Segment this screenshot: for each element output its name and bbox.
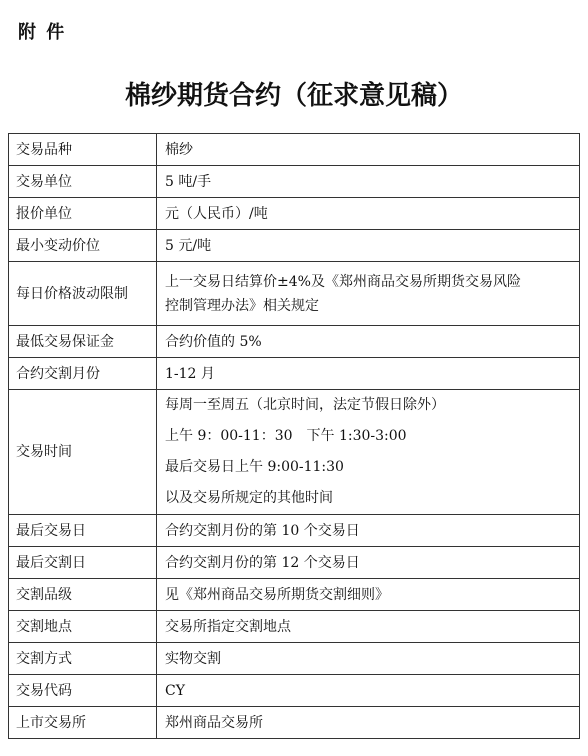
value-line: 合约价值的 5% [165,333,262,350]
row-value [157,198,580,230]
document-title: 棉纱期货合约（征求意见稿） [124,81,463,111]
row-value [157,390,580,515]
value-line: 5 吨/手 [165,173,212,190]
table-row [9,134,580,166]
value-line: 上午 9：00-11：30 下午 1:30-3:00 [165,428,407,444]
row-key: 交割方式 [9,643,157,675]
row-key: 最小变动价位 [9,230,157,262]
table-row [9,547,580,579]
row-key: 交易品种 [9,134,157,166]
value-line: 见《郑州商品交易所期货交割细则》 [165,586,389,603]
row-key: 最低交易保证金 [9,326,157,358]
row-key: 报价单位 [9,198,157,230]
row-key: 交易时间 [9,390,157,515]
row-value [157,547,580,579]
value-line: CY [165,682,185,699]
contract-spec-table [8,133,580,739]
row-key: 合约交割月份 [9,358,157,390]
row-key: 交易代码 [9,675,157,707]
row-value [157,358,580,390]
value-line: 控制管理办法》相关规定 [165,297,319,314]
value-line: 实物交割 [165,650,221,667]
value-line: 每周一至周五（北京时间，法定节假日除外） [165,397,445,413]
table-row [9,643,580,675]
row-value [157,515,580,547]
table-row [9,166,580,198]
row-value [157,579,580,611]
value-line: 以及交易所规定的其他时间 [165,490,333,506]
value-line: 郑州商品交易所 [165,714,263,731]
row-value [157,675,580,707]
table-row [9,326,580,358]
row-key: 每日价格波动限制 [9,262,157,326]
row-key: 最后交割日 [9,547,157,579]
value-line: 上一交易日结算价±4%及《郑州商品交易所期货交易风险 [165,273,521,290]
row-value [157,643,580,675]
value-line: 合约交割月份的第 12 个交易日 [165,554,360,571]
table-row [9,262,580,326]
row-key: 交割地点 [9,611,157,643]
row-value [157,707,580,739]
table-row [9,358,580,390]
table-row [9,390,580,515]
table-row [9,707,580,739]
table-row [9,675,580,707]
value-line: 元（人民币）/吨 [165,205,268,222]
table-row [9,230,580,262]
row-value [157,134,580,166]
table-row [9,198,580,230]
value-line: 合约交割月份的第 10 个交易日 [165,522,360,539]
table-row [9,579,580,611]
table-row [9,611,580,643]
value-line: 棉纱 [165,141,193,158]
row-key: 最后交易日 [9,515,157,547]
row-key: 交易单位 [9,166,157,198]
value-line: 交易所指定交割地点 [165,618,291,635]
row-value [157,166,580,198]
value-line: 5 元/吨 [165,237,212,254]
row-key: 上市交易所 [9,707,157,739]
row-value [157,326,580,358]
row-value [157,262,580,326]
row-value [157,230,580,262]
attachment-label: 附 件 [18,22,67,43]
value-line: 最后交易日上午 9:00-11:30 [165,459,344,475]
row-value [157,611,580,643]
table-row [9,515,580,547]
row-key: 交割品级 [9,579,157,611]
value-line: 1-12 月 [165,365,215,382]
